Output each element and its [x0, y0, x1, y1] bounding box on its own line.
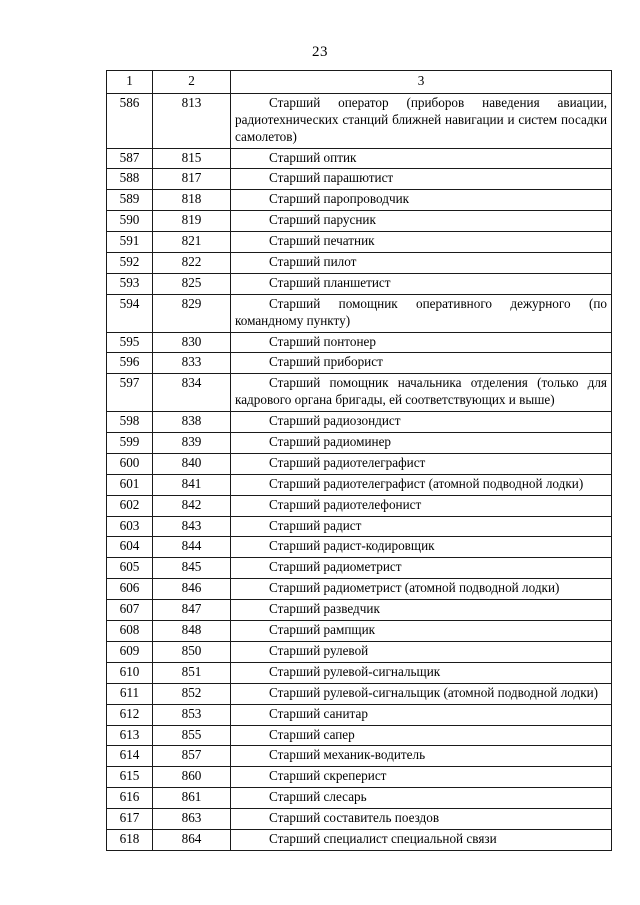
row-title-cell: Старший радиометрист [231, 558, 612, 579]
row-index-cell: 601 [107, 474, 153, 495]
table-row [107, 704, 612, 725]
row-title-cell: Старший пилот [231, 253, 612, 274]
row-code-cell: 830 [153, 332, 231, 353]
row-code-cell: 833 [153, 353, 231, 374]
row-title-cell: Старший радиоминер [231, 433, 612, 454]
row-index-cell: 590 [107, 211, 153, 232]
row-index-cell: 594 [107, 294, 153, 332]
row-code-cell: 851 [153, 662, 231, 683]
table-row [107, 579, 612, 600]
table-container [106, 70, 611, 851]
row-title-cell: Старший рулевой-сигнальщик [231, 662, 612, 683]
row-title-cell: Старший парашютист [231, 169, 612, 190]
column-header-1: 1 [107, 71, 153, 94]
row-code-cell: 844 [153, 537, 231, 558]
row-index-cell: 595 [107, 332, 153, 353]
row-index-cell: 593 [107, 273, 153, 294]
table-row [107, 273, 612, 294]
row-code-cell: 839 [153, 433, 231, 454]
row-title-cell: Старший радиометрист (атомной подводной лодки) [231, 579, 612, 600]
row-code-cell: 855 [153, 725, 231, 746]
row-code-cell: 843 [153, 516, 231, 537]
row-index-cell: 597 [107, 374, 153, 412]
row-title-cell: Старший радиотелефонист [231, 495, 612, 516]
row-code-cell: 847 [153, 600, 231, 621]
table-row [107, 558, 612, 579]
table-row [107, 725, 612, 746]
row-title-cell: Старший составитель поездов [231, 809, 612, 830]
table-row [107, 353, 612, 374]
row-code-cell: 857 [153, 746, 231, 767]
row-code-cell: 829 [153, 294, 231, 332]
row-index-cell: 588 [107, 169, 153, 190]
row-index-cell: 599 [107, 433, 153, 454]
table-row [107, 474, 612, 495]
row-index-cell: 611 [107, 683, 153, 704]
table-row [107, 683, 612, 704]
row-index-cell: 589 [107, 190, 153, 211]
row-title-cell: Старший рампщик [231, 621, 612, 642]
row-code-cell: 821 [153, 232, 231, 253]
row-code-cell: 852 [153, 683, 231, 704]
row-title-cell: Старший понтонер [231, 332, 612, 353]
row-index-cell: 603 [107, 516, 153, 537]
table-row [107, 232, 612, 253]
row-title-cell: Старший разведчик [231, 600, 612, 621]
row-title-cell: Старший паропроводчик [231, 190, 612, 211]
table-row [107, 621, 612, 642]
row-title-cell: Старший парусник [231, 211, 612, 232]
row-index-cell: 613 [107, 725, 153, 746]
table-row [107, 767, 612, 788]
row-index-cell: 607 [107, 600, 153, 621]
row-code-cell: 864 [153, 829, 231, 850]
row-code-cell: 845 [153, 558, 231, 579]
row-index-cell: 602 [107, 495, 153, 516]
row-code-cell: 838 [153, 412, 231, 433]
row-index-cell: 618 [107, 829, 153, 850]
table-row [107, 433, 612, 454]
table-row [107, 93, 612, 148]
row-code-cell: 842 [153, 495, 231, 516]
table-row [107, 453, 612, 474]
row-index-cell: 596 [107, 353, 153, 374]
row-title-cell: Старший скреперист [231, 767, 612, 788]
row-title-cell: Старший радиотелеграфист [231, 453, 612, 474]
row-title-cell: Старший помощник начальника отделения (только для кадрового органа бригады, ей соответствующих и выше) [231, 374, 612, 412]
row-index-cell: 604 [107, 537, 153, 558]
row-code-cell: 818 [153, 190, 231, 211]
row-index-cell: 608 [107, 621, 153, 642]
row-title-cell: Старший печатник [231, 232, 612, 253]
row-title-cell: Старший радиозондист [231, 412, 612, 433]
row-index-cell: 591 [107, 232, 153, 253]
table-row [107, 148, 612, 169]
row-index-cell: 615 [107, 767, 153, 788]
row-index-cell: 612 [107, 704, 153, 725]
row-index-cell: 600 [107, 453, 153, 474]
table-row [107, 516, 612, 537]
row-code-cell: 822 [153, 253, 231, 274]
row-index-cell: 610 [107, 662, 153, 683]
positions-table [106, 70, 612, 851]
row-index-cell: 592 [107, 253, 153, 274]
table-row [107, 211, 612, 232]
row-title-cell: Старший санитар [231, 704, 612, 725]
row-title-cell: Старший планшетист [231, 273, 612, 294]
row-title-cell: Старший рулевой [231, 641, 612, 662]
row-title-cell: Старший сапер [231, 725, 612, 746]
row-code-cell: 861 [153, 788, 231, 809]
row-title-cell: Старший механик-водитель [231, 746, 612, 767]
table-row [107, 788, 612, 809]
row-code-cell: 817 [153, 169, 231, 190]
table-row [107, 332, 612, 353]
column-header-3: 3 [231, 71, 612, 94]
table-row [107, 537, 612, 558]
row-code-cell: 840 [153, 453, 231, 474]
table-row [107, 412, 612, 433]
row-title-cell: Старший оптик [231, 148, 612, 169]
table-row [107, 746, 612, 767]
row-code-cell: 860 [153, 767, 231, 788]
row-title-cell: Старший радист [231, 516, 612, 537]
row-title-cell: Старший помощник оперативного дежурного (по командному пункту) [231, 294, 612, 332]
row-title-cell: Старший радиотелеграфист (атомной подводной лодки) [231, 474, 612, 495]
table-row [107, 809, 612, 830]
row-title-cell: Старший оператор (приборов наведения авиации, радиотехнических станций ближней навигации и систем посадки самолетов) [231, 93, 612, 148]
row-index-cell: 606 [107, 579, 153, 600]
row-code-cell: 841 [153, 474, 231, 495]
row-code-cell: 815 [153, 148, 231, 169]
row-code-cell: 819 [153, 211, 231, 232]
row-code-cell: 846 [153, 579, 231, 600]
row-code-cell: 825 [153, 273, 231, 294]
row-index-cell: 586 [107, 93, 153, 148]
page-number: 23 [312, 44, 328, 60]
row-title-cell: Старший рулевой-сигнальщик (атомной подводной лодки) [231, 683, 612, 704]
table-row [107, 600, 612, 621]
row-code-cell: 834 [153, 374, 231, 412]
column-header-2: 2 [153, 71, 231, 94]
row-title-cell: Старший радист-кодировщик [231, 537, 612, 558]
row-title-cell: Старший слесарь [231, 788, 612, 809]
row-title-cell: Старший специалист специальной связи [231, 829, 612, 850]
table-row [107, 641, 612, 662]
row-title-cell: Старший приборист [231, 353, 612, 374]
table-row [107, 374, 612, 412]
row-index-cell: 609 [107, 641, 153, 662]
row-index-cell: 617 [107, 809, 153, 830]
table-row [107, 253, 612, 274]
table-header-row [107, 71, 612, 94]
row-code-cell: 853 [153, 704, 231, 725]
table-row [107, 190, 612, 211]
table-row [107, 169, 612, 190]
row-code-cell: 813 [153, 93, 231, 148]
table-row [107, 495, 612, 516]
row-code-cell: 863 [153, 809, 231, 830]
row-index-cell: 605 [107, 558, 153, 579]
table-row [107, 294, 612, 332]
table-row [107, 662, 612, 683]
row-index-cell: 614 [107, 746, 153, 767]
row-index-cell: 587 [107, 148, 153, 169]
table-row [107, 829, 612, 850]
row-index-cell: 598 [107, 412, 153, 433]
row-index-cell: 616 [107, 788, 153, 809]
row-code-cell: 850 [153, 641, 231, 662]
row-code-cell: 848 [153, 621, 231, 642]
